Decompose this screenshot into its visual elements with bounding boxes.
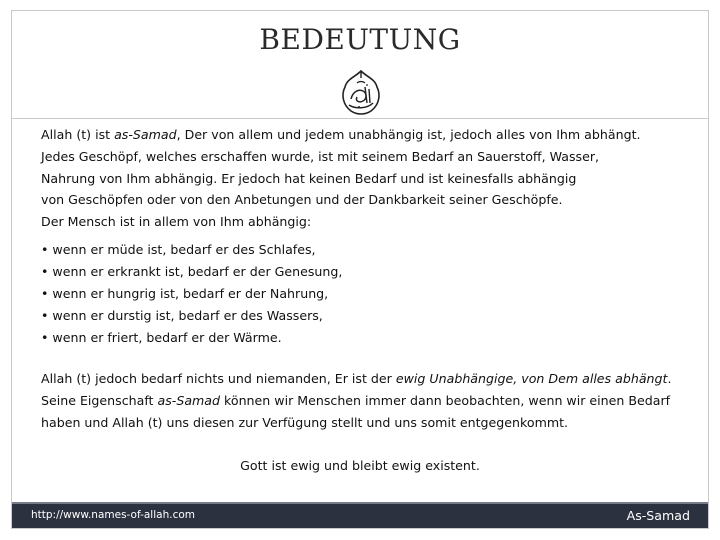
closing-statement: Gott ist ewig und bleibt ewig existent. [240,458,480,473]
intro-line: Jedes Geschöpf, welches erschaffen wurde, ist mit seinem Bedarf an Sauerstoff, Wasser, [41,148,600,164]
intro-line: von Geschöpfen oder von den Anbetungen und der Dankbarkeit seiner Geschöpfe. [41,192,563,208]
list-item: • wenn er durstig ist, bedarf er des Wassers, [41,307,323,323]
page-title: BEDEUTUNG [259,23,461,56]
list-item: • wenn er erkrankt ist, bedarf er der Genesung, [41,263,343,279]
text-span: können wir Menschen immer dann beobachten, wenn wir einen Bedarf [220,392,671,408]
list-item: • wenn er friert, bedarf er der Wärme. [41,329,282,345]
needs-list [41,239,706,349]
paragraph-line [41,390,706,412]
text-span: Allah (t) jedoch bedarf nichts und niemanden, Er ist der [41,370,396,386]
emphasis-text: ewig Unabhängige, von Dem alles abhängt [395,370,668,386]
list-item: • wenn er müde ist, bedarf er des Schlafes, [41,241,316,257]
paragraph-line [41,368,706,390]
intro-paragraph [41,124,706,233]
second-paragraph [41,368,706,433]
body-text [41,124,706,433]
text-span: . [667,370,672,386]
footer-bar [12,502,708,528]
text-span: , Der von allem und jedem unabhängig ist, jedoch alles von Ihm abhängt. [176,127,641,142]
footer-url-link[interactable]: http://www.names-of-allah.com [31,509,195,521]
intro-line: Nahrung von Ihm abhängig. Er jedoch hat keinen Bedarf und ist keinesfalls abhängig [41,170,577,186]
emphasis-text: as-Samad [114,127,177,142]
calligraphy-seal-icon [337,69,385,117]
footer-name-label: As-Samad [626,508,690,523]
paragraph-line: haben und Allah (t) uns diesen zur Verfügung stellt und uns somit entgegenkommt. [41,414,569,430]
emphasis-text: as-Samad [157,392,221,408]
intro-line [41,124,706,146]
text-span: Allah (t) ist [41,127,115,142]
intro-line: Der Mensch ist in allem von Ihm abhängig: [41,214,312,230]
slide-header [12,11,708,119]
list-item: • wenn er hungrig ist, bedarf er der Nahrung, [41,285,329,301]
slide [11,10,709,529]
text-span: Seine Eigenschaft [41,392,158,408]
